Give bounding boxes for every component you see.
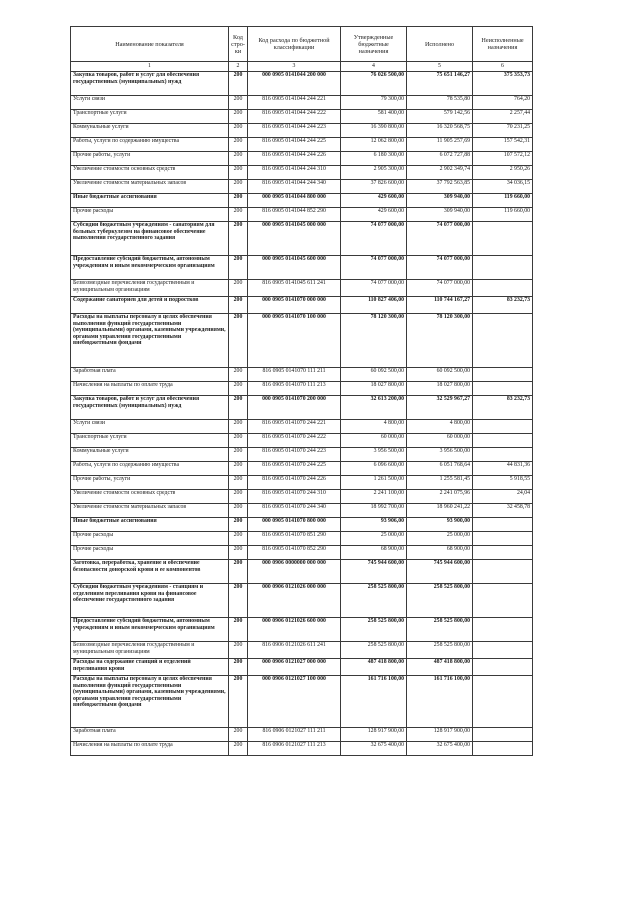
row-executed: 32 529 967,27	[407, 396, 473, 420]
column-index: 4	[341, 62, 407, 72]
row-executed: 74 077 000,00	[407, 280, 473, 297]
row-name: Прочие работы, услуги	[71, 152, 229, 166]
row-classification: 816 0905 0141044 244 340	[248, 180, 341, 194]
row-unexecuted: 70 231,25	[473, 124, 533, 138]
row-unexecuted	[473, 532, 533, 546]
table-row	[71, 138, 533, 152]
row-classification: 000 0906 0121027 100 000	[248, 676, 341, 728]
row-code: 200	[229, 368, 248, 382]
table-row	[71, 72, 533, 96]
row-code: 200	[229, 166, 248, 180]
row-name: Работы, услуги по содержанию имущества	[71, 138, 229, 152]
row-approved: 258 525 800,00	[341, 642, 407, 659]
row-approved: 4 800,00	[341, 420, 407, 434]
row-code: 200	[229, 618, 248, 642]
row-code: 200	[229, 448, 248, 462]
table-row	[71, 152, 533, 166]
row-code: 200	[229, 72, 248, 96]
row-approved: 74 077 000,00	[341, 222, 407, 256]
row-approved: 3 956 500,00	[341, 448, 407, 462]
row-approved: 60 092 500,00	[341, 368, 407, 382]
row-classification: 000 0906 0000000 000 000	[248, 560, 341, 584]
row-unexecuted: 5 918,55	[473, 476, 533, 490]
table-row	[71, 642, 533, 659]
row-name: Предоставление субсидий бюджетным, автономным учреждениям и иным некоммерческим организациям	[71, 256, 229, 280]
row-unexecuted	[473, 420, 533, 434]
row-code: 200	[229, 546, 248, 560]
row-name: Увеличение стоимости основных средств	[71, 166, 229, 180]
row-unexecuted: 83 232,73	[473, 396, 533, 420]
row-approved: 93 906,00	[341, 518, 407, 532]
row-unexecuted	[473, 676, 533, 728]
row-classification: 816 0905 0141044 244 225	[248, 138, 341, 152]
row-approved: 128 917 900,00	[341, 728, 407, 742]
row-approved: 79 300,00	[341, 96, 407, 110]
row-approved: 32 613 200,00	[341, 396, 407, 420]
header-name: Наименование показателя	[71, 27, 229, 62]
row-classification: 000 0905 0141045 000 000	[248, 222, 341, 256]
table-row	[71, 434, 533, 448]
column-index: 2	[229, 62, 248, 72]
row-classification: 816 0906 0121027 111 211	[248, 728, 341, 742]
table-header-row	[71, 27, 533, 62]
row-name: Начисления на выплаты по оплате труда	[71, 382, 229, 396]
row-code: 200	[229, 180, 248, 194]
row-unexecuted	[473, 368, 533, 382]
row-code: 200	[229, 504, 248, 518]
column-index: 6	[473, 62, 533, 72]
row-classification: 816 0905 0141044 244 223	[248, 124, 341, 138]
row-executed: 16 320 568,75	[407, 124, 473, 138]
row-executed: 18 960 241,22	[407, 504, 473, 518]
row-unexecuted: 2 950,26	[473, 166, 533, 180]
row-unexecuted: 83 232,73	[473, 297, 533, 314]
table-row	[71, 448, 533, 462]
row-approved: 1 261 500,00	[341, 476, 407, 490]
row-unexecuted: 119 660,00	[473, 194, 533, 208]
row-classification: 816 0905 0141044 244 222	[248, 110, 341, 124]
table-row	[71, 124, 533, 138]
row-approved: 18 992 700,00	[341, 504, 407, 518]
table-row	[71, 742, 533, 756]
table-row	[71, 297, 533, 314]
row-executed: 37 792 563,85	[407, 180, 473, 194]
row-executed: 60 092 500,00	[407, 368, 473, 382]
row-code: 200	[229, 222, 248, 256]
row-executed: 2 902 349,74	[407, 166, 473, 180]
row-approved: 581 400,00	[341, 110, 407, 124]
row-code: 200	[229, 297, 248, 314]
row-classification: 000 0905 0141070 100 000	[248, 314, 341, 368]
row-name: Прочие расходы	[71, 532, 229, 546]
row-code: 200	[229, 434, 248, 448]
row-classification: 816 0905 0141044 852 290	[248, 208, 341, 222]
row-executed: 93 900,00	[407, 518, 473, 532]
row-code: 200	[229, 152, 248, 166]
row-executed: 6 072 727,88	[407, 152, 473, 166]
header-approved: Утвержденные бюджетные назначения	[341, 27, 407, 62]
row-approved: 74 077 000,00	[341, 280, 407, 297]
row-unexecuted	[473, 256, 533, 280]
row-classification: 816 0905 0141045 611 241	[248, 280, 341, 297]
row-name: Увеличение стоимости материальных запасов	[71, 180, 229, 194]
row-code: 200	[229, 476, 248, 490]
table-row	[71, 166, 533, 180]
row-code: 200	[229, 584, 248, 618]
row-code: 200	[229, 396, 248, 420]
row-executed: 2 241 075,96	[407, 490, 473, 504]
row-name: Заготовка, переработка, хранение и обеспечение безопасности донорской крови и ее компонентов	[71, 560, 229, 584]
row-name: Прочие работы, услуги	[71, 476, 229, 490]
row-unexecuted: 32 458,78	[473, 504, 533, 518]
row-unexecuted: 119 660,00	[473, 208, 533, 222]
row-executed: 74 077 000,00	[407, 222, 473, 256]
row-executed: 6 051 768,64	[407, 462, 473, 476]
row-executed: 78 535,80	[407, 96, 473, 110]
row-approved: 74 077 000,00	[341, 256, 407, 280]
row-code: 200	[229, 194, 248, 208]
row-unexecuted	[473, 314, 533, 368]
row-classification: 000 0905 0141070 200 000	[248, 396, 341, 420]
row-executed: 1 255 581,45	[407, 476, 473, 490]
row-classification: 816 0905 0141070 111 211	[248, 368, 341, 382]
table-row	[71, 584, 533, 618]
row-classification: 816 0905 0141044 244 310	[248, 166, 341, 180]
row-approved: 6 096 600,00	[341, 462, 407, 476]
row-executed: 25 000,00	[407, 532, 473, 546]
header-unexecuted: Неисполненные назначения	[473, 27, 533, 62]
row-code: 200	[229, 742, 248, 756]
row-classification: 000 0906 0121027 000 000	[248, 659, 341, 676]
expenditure-table	[70, 26, 533, 756]
row-unexecuted: 157 542,31	[473, 138, 533, 152]
row-name: Субсидии бюджетным учреждениям - станциям и отделениям переливания крови на финансовое обеспечение государственного задания	[71, 584, 229, 618]
row-classification: 816 0905 0141070 244 226	[248, 476, 341, 490]
row-name: Закупка товаров, работ и услуг для обеспечения государственных (муниципальных) нужд	[71, 72, 229, 96]
row-executed: 579 142,56	[407, 110, 473, 124]
row-unexecuted: 764,20	[473, 96, 533, 110]
row-code: 200	[229, 659, 248, 676]
row-name: Предоставление субсидий бюджетным, автономным учреждениям и иным некоммерческим организациям	[71, 618, 229, 642]
row-code: 200	[229, 518, 248, 532]
row-classification: 816 0905 0141070 244 310	[248, 490, 341, 504]
table-row	[71, 222, 533, 256]
row-code: 200	[229, 560, 248, 584]
row-unexecuted	[473, 382, 533, 396]
row-executed: 4 800,00	[407, 420, 473, 434]
row-code: 200	[229, 96, 248, 110]
row-name: Субсидии бюджетным учреждениям - санаториям для больных туберкулезом на финансовое обеспечение выполнения государственного задания	[71, 222, 229, 256]
row-name: Безвозмездные перечисления государственным и муниципальным организациям	[71, 642, 229, 659]
row-classification: 816 0905 0141070 851 290	[248, 532, 341, 546]
row-name: Прочие расходы	[71, 208, 229, 222]
row-name: Заработная плата	[71, 368, 229, 382]
table-row	[71, 518, 533, 532]
row-executed: 258 525 800,00	[407, 642, 473, 659]
row-classification: 816 0905 0141070 244 221	[248, 420, 341, 434]
table-row	[71, 728, 533, 742]
row-executed: 258 525 800,00	[407, 584, 473, 618]
row-approved: 258 525 800,00	[341, 584, 407, 618]
row-approved: 110 827 406,00	[341, 297, 407, 314]
row-name: Закупка товаров, работ и услуг для обеспечения государственных (муниципальных) нужд	[71, 396, 229, 420]
column-index: 5	[407, 62, 473, 72]
row-code: 200	[229, 256, 248, 280]
row-unexecuted	[473, 618, 533, 642]
row-name: Заработная плата	[71, 728, 229, 742]
row-executed: 32 675 400,00	[407, 742, 473, 756]
row-unexecuted	[473, 518, 533, 532]
row-approved: 32 675 400,00	[341, 742, 407, 756]
row-classification: 816 0905 0141070 244 225	[248, 462, 341, 476]
table-row	[71, 368, 533, 382]
row-approved: 78 120 300,00	[341, 314, 407, 368]
row-executed: 128 917 900,00	[407, 728, 473, 742]
row-name: Иные бюджетные ассигнования	[71, 194, 229, 208]
row-executed: 11 905 257,69	[407, 138, 473, 152]
row-unexecuted: 44 831,36	[473, 462, 533, 476]
row-approved: 37 826 600,00	[341, 180, 407, 194]
row-code: 200	[229, 314, 248, 368]
row-unexecuted	[473, 728, 533, 742]
row-code: 200	[229, 124, 248, 138]
row-unexecuted	[473, 546, 533, 560]
row-name: Увеличение стоимости основных средств	[71, 490, 229, 504]
row-name: Иные бюджетные ассигнования	[71, 518, 229, 532]
row-code: 200	[229, 462, 248, 476]
column-index: 3	[248, 62, 341, 72]
table-row	[71, 676, 533, 728]
table-row	[71, 110, 533, 124]
table-row	[71, 532, 533, 546]
row-unexecuted: 375 353,73	[473, 72, 533, 96]
row-unexecuted	[473, 222, 533, 256]
row-unexecuted	[473, 742, 533, 756]
row-executed: 745 944 600,00	[407, 560, 473, 584]
table-row	[71, 504, 533, 518]
table-row	[71, 280, 533, 297]
row-executed: 161 716 100,00	[407, 676, 473, 728]
table-row	[71, 382, 533, 396]
column-index: 1	[71, 62, 229, 72]
row-classification: 000 0905 0141044 200 000	[248, 72, 341, 96]
row-approved: 2 241 100,00	[341, 490, 407, 504]
table-body	[71, 72, 533, 756]
table-row	[71, 618, 533, 642]
row-approved: 258 525 800,00	[341, 618, 407, 642]
row-name: Транспортные услуги	[71, 434, 229, 448]
row-unexecuted	[473, 280, 533, 297]
row-executed: 74 077 000,00	[407, 256, 473, 280]
row-approved: 60 000,00	[341, 434, 407, 448]
row-approved: 25 000,00	[341, 532, 407, 546]
table-row	[71, 462, 533, 476]
row-approved: 6 180 300,00	[341, 152, 407, 166]
row-code: 200	[229, 728, 248, 742]
table-row	[71, 194, 533, 208]
row-executed: 110 744 167,27	[407, 297, 473, 314]
row-approved: 76 026 500,00	[341, 72, 407, 96]
row-executed: 309 940,00	[407, 194, 473, 208]
row-code: 200	[229, 532, 248, 546]
row-executed: 68 900,00	[407, 546, 473, 560]
row-code: 200	[229, 138, 248, 152]
row-code: 200	[229, 642, 248, 659]
row-classification: 000 0906 0121026 600 000	[248, 618, 341, 642]
row-unexecuted: 34 036,15	[473, 180, 533, 194]
row-name: Коммунальные услуги	[71, 124, 229, 138]
table-row	[71, 659, 533, 676]
table-row	[71, 560, 533, 584]
row-approved: 429 600,00	[341, 194, 407, 208]
row-executed: 18 027 800,00	[407, 382, 473, 396]
row-name: Услуги связи	[71, 420, 229, 434]
row-approved: 745 944 600,00	[341, 560, 407, 584]
row-code: 200	[229, 208, 248, 222]
row-code: 200	[229, 110, 248, 124]
row-classification: 816 0905 0141044 244 226	[248, 152, 341, 166]
table-row	[71, 396, 533, 420]
row-classification: 000 0905 0141045 600 000	[248, 256, 341, 280]
table-row	[71, 180, 533, 194]
row-classification: 816 0905 0141070 852 290	[248, 546, 341, 560]
table-row	[71, 420, 533, 434]
header-executed: Исполнено	[407, 27, 473, 62]
row-classification: 000 0906 0121026 000 000	[248, 584, 341, 618]
table-row	[71, 208, 533, 222]
row-name: Увеличение стоимости материальных запасов	[71, 504, 229, 518]
column-index-row	[71, 62, 533, 72]
row-code: 200	[229, 676, 248, 728]
row-code: 200	[229, 382, 248, 396]
row-unexecuted	[473, 434, 533, 448]
row-name: Работы, услуги по содержанию имущества	[71, 462, 229, 476]
row-executed: 309 940,00	[407, 208, 473, 222]
row-name: Коммунальные услуги	[71, 448, 229, 462]
table-row	[71, 490, 533, 504]
row-approved: 16 390 800,00	[341, 124, 407, 138]
row-code: 200	[229, 280, 248, 297]
row-unexecuted	[473, 560, 533, 584]
row-classification: 000 0905 0141044 800 000	[248, 194, 341, 208]
row-name: Расходы на выплаты персоналу в целях обеспечения выполнения функций государственными (муниципальными) органами, казенными учреждениями, органами управления государственными внебюджетными фондами	[71, 314, 229, 368]
row-classification: 816 0906 0121026 611 241	[248, 642, 341, 659]
table-row	[71, 256, 533, 280]
row-classification: 816 0906 0121027 111 213	[248, 742, 341, 756]
row-executed: 75 651 146,27	[407, 72, 473, 96]
row-unexecuted: 107 572,12	[473, 152, 533, 166]
row-classification: 816 0905 0141070 111 213	[248, 382, 341, 396]
row-classification: 816 0905 0141044 244 221	[248, 96, 341, 110]
table-row	[71, 314, 533, 368]
row-code: 200	[229, 420, 248, 434]
row-unexecuted: 24,04	[473, 490, 533, 504]
row-name: Расходы на содержание станций и отделений переливания крови	[71, 659, 229, 676]
row-name: Прочие расходы	[71, 546, 229, 560]
row-code: 200	[229, 490, 248, 504]
header-classification: Код расхода по бюджетной классификации	[248, 27, 341, 62]
row-executed: 3 956 500,00	[407, 448, 473, 462]
row-name: Транспортные услуги	[71, 110, 229, 124]
row-name: Услуги связи	[71, 96, 229, 110]
row-approved: 429 600,00	[341, 208, 407, 222]
row-approved: 161 716 100,00	[341, 676, 407, 728]
row-approved: 18 027 800,00	[341, 382, 407, 396]
row-executed: 258 525 800,00	[407, 618, 473, 642]
row-executed: 60 000,00	[407, 434, 473, 448]
row-unexecuted	[473, 659, 533, 676]
row-approved: 2 905 300,00	[341, 166, 407, 180]
row-classification: 816 0905 0141070 244 222	[248, 434, 341, 448]
row-approved: 68 900,00	[341, 546, 407, 560]
row-classification: 816 0905 0141070 244 223	[248, 448, 341, 462]
row-executed: 78 120 300,00	[407, 314, 473, 368]
row-unexecuted	[473, 642, 533, 659]
row-approved: 487 418 800,00	[341, 659, 407, 676]
row-executed: 487 418 800,00	[407, 659, 473, 676]
row-name: Расходы на выплаты персоналу в целях обеспечения выполнения функций государственными (муниципальными) органами, казенными учреждениями, органами управления государственными внебюджетными фондами	[71, 676, 229, 728]
row-name: Безвозмездные перечисления государственным и муниципальным организациям	[71, 280, 229, 297]
row-classification: 000 0905 0141070 000 000	[248, 297, 341, 314]
header-code: Код стро-ки	[229, 27, 248, 62]
row-unexecuted	[473, 448, 533, 462]
table-row	[71, 96, 533, 110]
row-approved: 12 062 800,00	[341, 138, 407, 152]
row-classification: 816 0905 0141070 244 340	[248, 504, 341, 518]
table-row	[71, 476, 533, 490]
row-name: Начисления на выплаты по оплате труда	[71, 742, 229, 756]
row-name: Содержание санаториев для детей и подростков	[71, 297, 229, 314]
row-classification: 000 0905 0141070 800 000	[248, 518, 341, 532]
table-row	[71, 546, 533, 560]
row-unexecuted: 2 257,44	[473, 110, 533, 124]
row-unexecuted	[473, 584, 533, 618]
